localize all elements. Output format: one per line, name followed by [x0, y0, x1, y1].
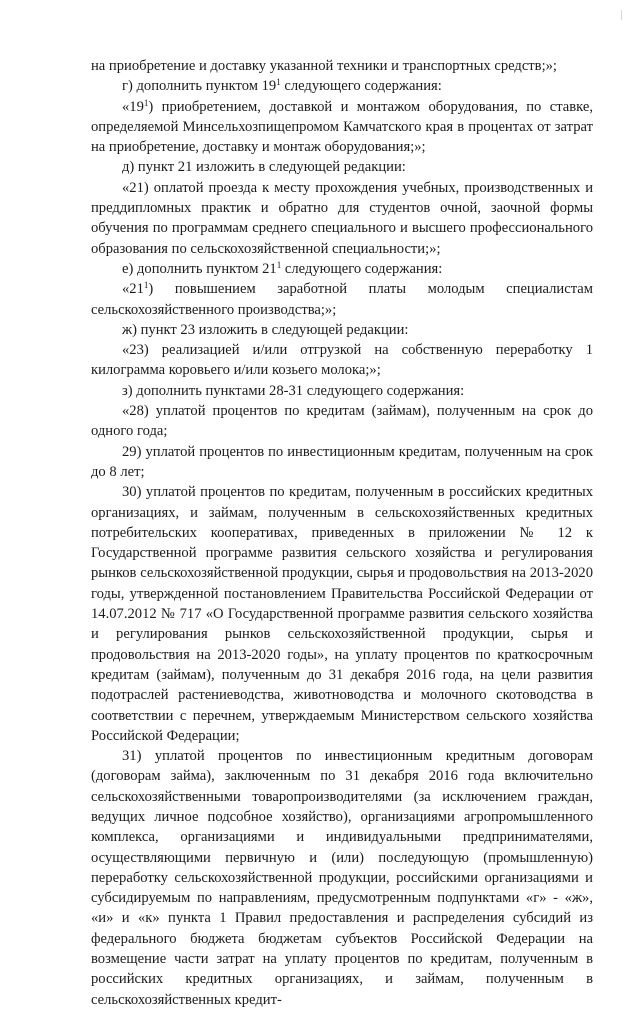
scan-mark [621, 10, 625, 20]
paragraph-item-29: 29) уплатой процентов по инвестиционным кредитам, полученным на срок до 8 лет; [91, 443, 593, 480]
paragraph-item-21-1: «$21^1$) повышением заработной платы молодым специалистам сельскохозяйственного производства;»; [91, 280, 593, 318]
paragraph-item-30: 30) уплатой процентов по кредитам, полученным в российских кредитных организациях, и займам, полученным в сельскохозяйственных кредитных потребительских кооперативах, приведенных в приложении № 12 к Государственной программе развития сельского хозяйства и регулирования рынков сельскохозяйственной продукции, сырья и продовольствия на 2013-2020 годы, утвержденной постановлением Правительства Российской Федерации от 14.07.2012 № 717 «О Государственной программе развития сельского хозяйства и регулирования рынков сельскохозяйственной продукции, сырья и продовольствия на 2013-2020 годы», на уплату процентов по краткосрочным кредитам (займам), полученным до 31 декабря 2016 года, на цели развития подотраслей растениеводства, животноводства и молочного скотоводства в соответствии с перечнем, утверждаемым Министерством сельского хозяйства Российской Федерации; [91, 484, 593, 744]
paragraph-amend-d: д) пункт 21 изложить в следующей редакции: [122, 159, 406, 176]
paragraph-amend-g: г) дополнить пунктом $19^1$ следующего содержания: [122, 77, 442, 95]
paragraph-item-31: 31) уплатой процентов по инвестиционным кредитным договорам (договорам займа), заключенным по 31 декабря 2016 года включительно сельскохозяйственными товаропроизводителями (за исключением граждан, ведущих личное подсобное хозяйство), организациями агропромышленного комплекса, организациями и индивидуальными предпринимателями, осуществляющими первичную и (или) последующую (промышленную) переработку сельскохозяйственной продукции, российскими организациями и субсидируемым по направлениям, предусмотренным подпунктами «г» - «ж», «и» и «к» пункта 1 Правил предоставления и распределения субсидий из федерального бюджета бюджетам субъектов Российской Федерации на возмещение части затрат на уплату процентов по кредитам, полученным в российских кредитных организациях, и займам, полученным в сельскохозяйственных кредит- [91, 748, 593, 1008]
paragraph-item-28: «28) уплатой процентов по кредитам (займам), полученным на срок до одного года; [91, 403, 593, 440]
paragraph-amend-e: е) дополнить пунктом $21^1$ следующего содержания: [122, 259, 443, 277]
document-body [91, 56, 593, 1010]
paragraph-item-19-1: «$19^1$) приобретением, доставкой и монтажом оборудования, по ставке, определяемой Минсельхозпищепромом Камчатского края в процентах от затрат на приобретение, доставку и монтаж оборудования;»; [91, 97, 593, 156]
paragraph-amend-zh: ж) пункт 23 изложить в следующей редакции: [122, 321, 409, 338]
paragraph-item-23: «23) реализацией и/или отгрузкой на собственную переработку 1 килограмма коровьего и/или козьего молока;»; [91, 342, 593, 379]
paragraph-amend-z: з) дополнить пунктами 28-31 следующего содержания: [122, 382, 465, 399]
paragraph-item-21: «21) оплатой проезда к месту прохождения учебных, производственных и преддипломных практик и обратно для студентов очной, заочной формы обучения по программам среднего специального и высшего профессионального образования по сельскохозяйственной специальности;»; [91, 179, 593, 257]
paragraph-continuation: на приобретение и доставку указанной техники и транспортных средств;»; [91, 58, 557, 74]
